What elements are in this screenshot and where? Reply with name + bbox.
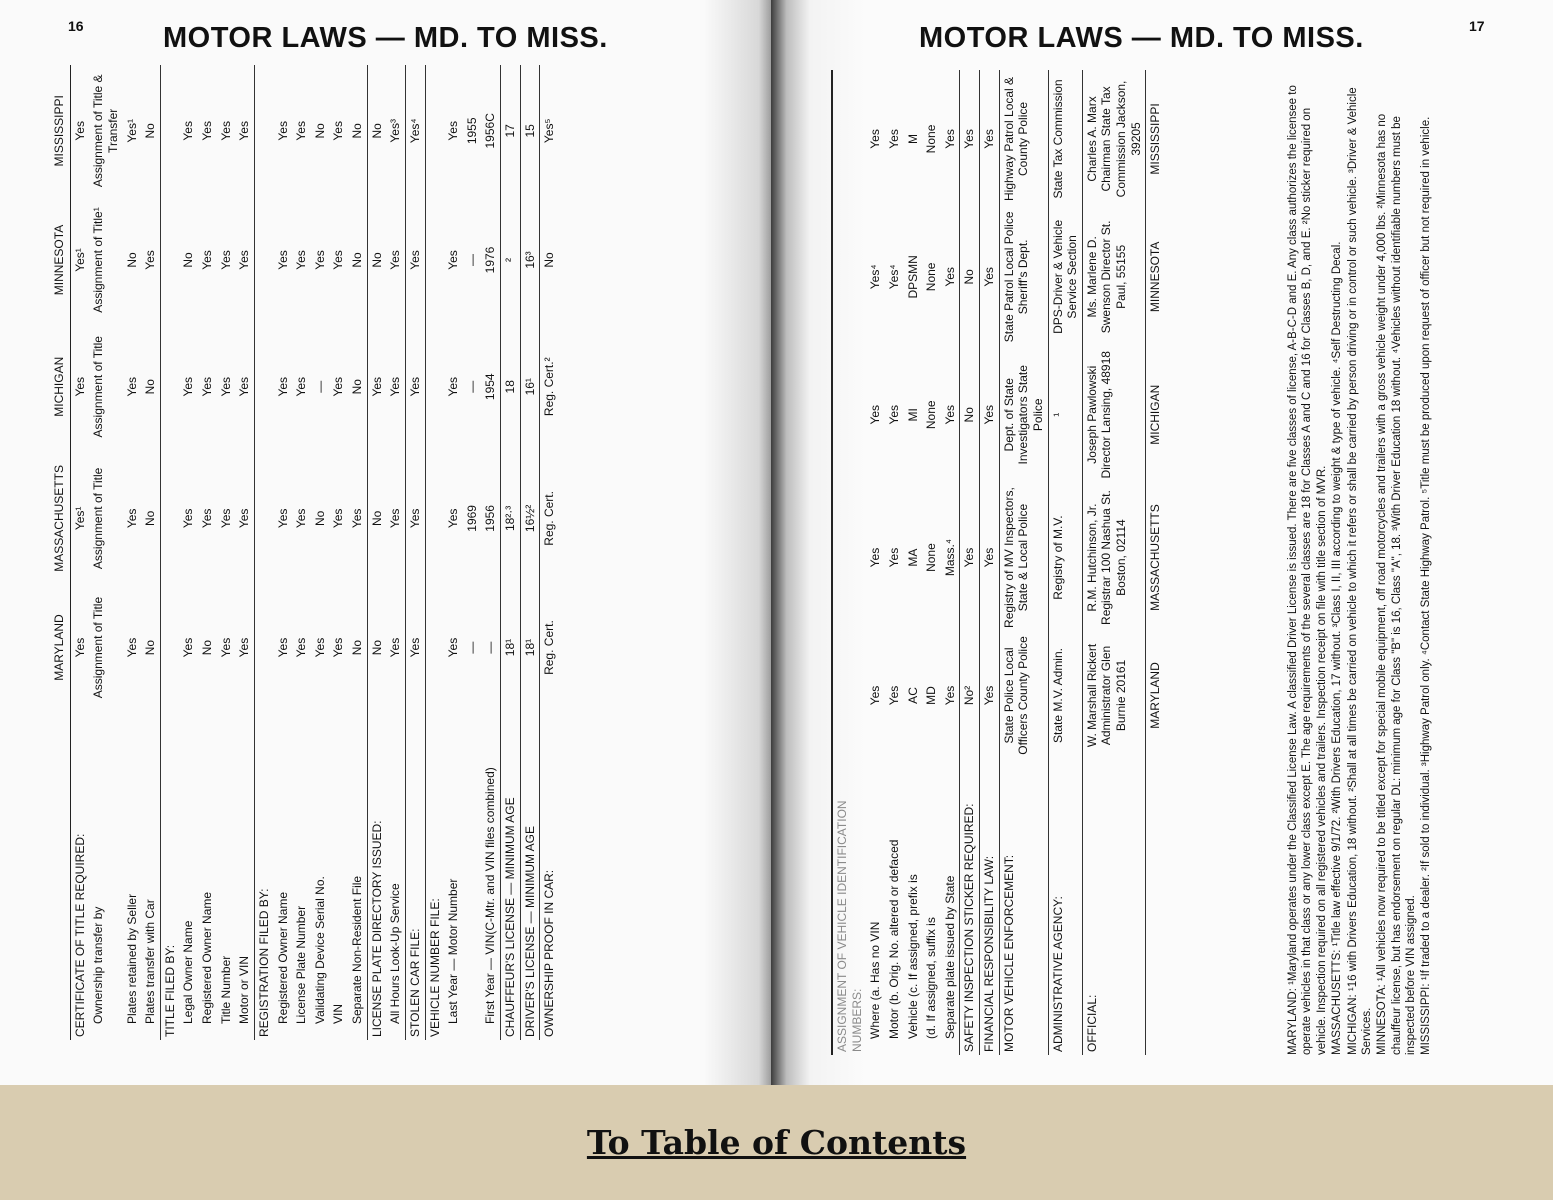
table-row (540, 65, 559, 1040)
cell-maryland (425, 587, 444, 709)
table-row (329, 65, 348, 1040)
cell-mississippi: Yes (980, 70, 1000, 208)
cell-minnesota: Yes (942, 267, 957, 287)
table-row (405, 65, 425, 1040)
cell-minnesota: No (960, 208, 980, 346)
cell-mississippi: Assignment of Title & Transfer (91, 74, 120, 188)
cell-michigan: 16¹ (520, 323, 540, 450)
table-row (444, 65, 463, 1040)
cell-minnesota: Yes (980, 208, 1000, 346)
table-row (311, 65, 330, 1040)
cell-mississippi: Yes (218, 121, 233, 141)
table-row (235, 65, 254, 1040)
column-header-maryland: MARYLAND (50, 587, 70, 709)
cell-massachusetts: Assignment of Title (91, 467, 106, 570)
table-row (254, 65, 273, 1040)
cell-mississippi: Yes (960, 70, 980, 208)
cell-mississippi: No (312, 123, 327, 139)
cell-michigan: Yes (405, 323, 425, 450)
cell-maryland: W. Marshall Rickert Administrator Glen Burnie 20161 (1082, 631, 1146, 759)
table-row (501, 65, 521, 1040)
table-row (141, 65, 160, 1040)
cell-massachusetts: Yes (405, 450, 425, 587)
cell-maryland: Yes (980, 631, 1000, 759)
cell-mississippi: Yes³ (388, 119, 403, 143)
cell-maryland: — (464, 641, 479, 654)
cell-michigan: — (464, 380, 479, 393)
cell-mississippi: Yes (181, 121, 196, 141)
cell-massachusetts: Registry of M.V. (1048, 484, 1082, 632)
cell-minnesota: 1976 (483, 246, 498, 274)
row-label: Last Year — Motor Number (446, 878, 461, 1024)
column-header-row (50, 65, 70, 1040)
cell-massachusetts: Yes (181, 508, 196, 529)
cell-michigan (160, 323, 179, 450)
cell-massachusetts (160, 450, 179, 587)
cell-michigan: 18 (501, 323, 521, 450)
cell-massachusetts: Yes (218, 508, 233, 529)
column-header-mississippi: MISSISSIPPI (50, 65, 70, 197)
cell-minnesota: No (367, 197, 386, 324)
cell-minnesota: None (924, 262, 939, 292)
cell-maryland: — (483, 641, 498, 654)
cell-michigan: Yes (331, 376, 346, 397)
cell-michigan: 1954 (483, 373, 498, 401)
table-row (832, 70, 866, 1055)
cell-mississippi (160, 65, 179, 197)
right-page (771, 0, 1553, 1085)
cell-minnesota: Yes (331, 250, 346, 270)
section-heading: OWNERSHIP PROOF IN CAR: (540, 709, 559, 1041)
cell-maryland (254, 587, 273, 709)
cell-michigan: Yes (237, 376, 252, 397)
cell-massachusetts: Yes (980, 484, 1000, 632)
column-header-massachusetts: MASSACHUSETTS (1146, 484, 1166, 632)
table-row (160, 65, 179, 1040)
cell-mississippi: Yes (70, 65, 89, 197)
table-row (386, 65, 405, 1040)
cell-mississippi: Yes (868, 129, 883, 149)
cell-maryland: 18¹ (501, 587, 521, 709)
cell-michigan: Yes (181, 376, 196, 397)
column-header-michigan: MICHIGAN (50, 323, 70, 450)
cell-maryland: Yes (331, 637, 346, 658)
cell-michigan: Yes (446, 376, 461, 397)
cell-minnesota: State Patrol Local Police Sheriff's Dept. (999, 208, 1048, 346)
cell-michigan: Yes (294, 376, 309, 397)
right-page-title: MOTOR LAWS — MD. TO MISS. (919, 22, 1364, 54)
section-heading: TITLE FILED BY: (160, 709, 179, 1041)
table-row (70, 65, 89, 1040)
cell-minnesota: Yes (405, 197, 425, 324)
cell-mississippi: Yes (294, 121, 309, 141)
table-row (922, 70, 941, 1055)
table-row (198, 65, 217, 1040)
cell-mississippi: Yes (886, 129, 901, 149)
cell-maryland (160, 587, 179, 709)
cell-massachusetts: MA (905, 548, 920, 567)
footnote-michigan: MICHIGAN: ¹16 with Drivers Education, 18 without. ²Shall at all times be carried on vehicle to which it refers or shall be carried by person driving or in control or such vehicle. ³Driver & Vehicle Services. (1346, 87, 1373, 1055)
section-heading: ADMINISTRATIVE AGENCY: (1048, 760, 1082, 1056)
cell-michigan (254, 323, 273, 450)
cell-mississippi: Yes (331, 121, 346, 141)
cell-mississippi (425, 65, 444, 197)
cell-minnesota: No (350, 252, 364, 268)
row-label: Registered Owner Name (275, 891, 290, 1024)
row-label: Motor (b. Orig. No. altered or defaced (886, 839, 901, 1039)
cell-michigan: Yes (124, 376, 139, 397)
cell-massachusetts: Yes¹ (70, 450, 89, 587)
cell-michigan: ¹ (1048, 346, 1082, 484)
left-page-title: MOTOR LAWS — MD. TO MISS. (163, 22, 608, 54)
section-heading: DRIVER'S LICENSE — MINIMUM AGE (520, 709, 540, 1041)
cell-maryland: Yes (294, 637, 309, 658)
left-page-number: 16 (68, 18, 84, 34)
cell-massachusetts: Yes (237, 508, 252, 529)
cell-massachusetts: Yes (350, 508, 364, 529)
cell-maryland: Yes (312, 637, 327, 658)
table-row (123, 65, 142, 1040)
row-label: Separate plate issued by State (942, 875, 957, 1039)
cell-massachusetts: Yes (124, 508, 139, 529)
cell-maryland: Reg. Cert. (540, 587, 559, 709)
section-heading: VEHICLE NUMBER FILE: (425, 709, 444, 1041)
table-row (348, 65, 367, 1040)
column-header-row (1146, 70, 1166, 1055)
cell-minnesota: No (181, 252, 196, 268)
row-label (463, 709, 482, 1041)
cell-michigan: Reg. Cert.² (540, 323, 559, 450)
row-label: First Year — VIN(C-Mtr. and VIN files combined) (483, 767, 498, 1024)
cell-michigan (832, 346, 866, 484)
cell-maryland: Yes (388, 637, 403, 658)
cell-massachusetts: Mass.⁴ (942, 539, 957, 577)
cell-massachusetts: Yes (868, 547, 883, 568)
cell-mississippi: No (367, 65, 386, 197)
row-label: Plates retained by Seller (124, 893, 139, 1024)
cell-michigan: — (312, 380, 327, 393)
cell-massachusetts: No (312, 510, 327, 527)
left-rotated-table (50, 65, 710, 1040)
row-label: Vehicle (c. If assigned, prefix is (905, 874, 920, 1039)
cell-mississippi: No (143, 123, 158, 139)
footer-bar (0, 1085, 1553, 1200)
cell-michigan: Dept. of State Investigators State Police (999, 346, 1048, 484)
cell-massachusetts: No (367, 450, 386, 587)
section-heading: LICENSE PLATE DIRECTORY ISSUED: (367, 709, 386, 1041)
left-page (0, 0, 782, 1085)
row-label: Where (a. Has no VIN (868, 921, 883, 1039)
cell-minnesota: Yes⁴ (886, 264, 901, 290)
footnote-mississippi: MISSISSIPPI: ¹If traded to a dealer. ²If sold to individual. ³Highway Patrol only. ⁴Contact State Highway Patrol. ⁵Title must be produced upon request of officer but not required in vehicle. (1420, 116, 1433, 1055)
cell-michigan: Joseph Pawlowski Director Lansing, 48918 (1082, 346, 1146, 484)
row-label: VIN (331, 1003, 346, 1024)
cell-michigan: Assignment of Title (91, 336, 106, 438)
table-of-contents-link[interactable]: To Table of Contents (586, 1123, 967, 1162)
row-label: (d. If assigned, suffix is (924, 917, 939, 1039)
cell-minnesota (254, 197, 273, 324)
left-table (50, 65, 559, 1040)
cell-minnesota: — (464, 254, 479, 266)
cell-michigan: Yes (200, 376, 214, 397)
cell-massachusetts: 1956 (483, 505, 498, 532)
cell-minnesota: ² (501, 197, 521, 324)
cell-maryland: Yes (446, 637, 461, 658)
table-row (367, 65, 386, 1040)
cell-minnesota: 16³ (520, 197, 540, 324)
cell-mississippi: 17 (501, 65, 521, 197)
table-row (904, 70, 923, 1055)
column-header-maryland: MARYLAND (1146, 631, 1166, 759)
cell-michigan: No (143, 379, 158, 395)
table-row (292, 65, 311, 1040)
cell-maryland: Yes (237, 637, 252, 658)
cell-minnesota: Ms. Marlene D. Swenson Director St. Paul, 55155 (1082, 208, 1146, 346)
table-row (1048, 70, 1082, 1055)
cell-mississippi (254, 65, 273, 197)
cell-massachusetts: 16½² (520, 450, 540, 587)
cell-massachusetts: Reg. Cert. (540, 450, 559, 587)
column-header-mississippi: MISSISSIPPI (1146, 70, 1166, 208)
row-label: All Hours Look-Up Service (388, 883, 403, 1024)
cell-mississippi: State Tax Commission (1048, 70, 1082, 208)
section-heading: CHAUFFEUR'S LICENSE — MINIMUM AGE (501, 709, 521, 1041)
cell-minnesota: Yes (143, 250, 158, 270)
row-label: Plates transfer with Car (143, 899, 158, 1024)
cell-mississippi: Yes (275, 121, 290, 141)
cell-minnesota: Yes (237, 250, 252, 270)
footnotes (1286, 70, 1435, 1055)
row-label: Legal Owner Name (181, 920, 196, 1024)
cell-michigan: Yes (218, 376, 233, 397)
column-header-michigan: MICHIGAN (1146, 346, 1166, 484)
cell-maryland: No² (960, 631, 980, 759)
section-heading: SAFETY INSPECTION STICKER REQUIRED: (960, 760, 980, 1056)
cell-maryland: Assignment of Title (91, 596, 106, 699)
table-row (999, 70, 1048, 1055)
row-label: Validating Device Serial No. (312, 876, 327, 1024)
cell-massachusetts (832, 484, 866, 632)
cell-minnesota: Assignment of Title¹ (91, 207, 106, 313)
cell-maryland: State Police Local Officers County Police (999, 631, 1048, 759)
cell-massachusetts: R.M. Hutchinson, Jr. Registrar 100 Nashua St. Boston, 02114 (1082, 484, 1146, 632)
cell-maryland (832, 631, 866, 759)
footnote-massachusetts: MASSACHUSETTS: ¹Title law effective 9/1/72. ²With Drivers Education, 17 without. ³Class I, II, III according to weight & type of vehicle. ⁴Self Destructing Decal. (1331, 241, 1344, 1055)
footnote-minnesota: MINNESOTA: ¹All vehicles now required to be titled except for special mobile equipment, off road motorcycles and trailers with a gross vehicle weight under 4,000 lbs. ²Minnesota has no chauffeur license, but has endorsement on regular DL: minimum age for Class "B" is 16, Class "A", 18. ³With Driver Education 18 without. ⁴Vehicles without identifiable numbers must be inspected before VIN assigned. (1376, 113, 1417, 1055)
table-row (520, 65, 540, 1040)
cell-maryland: No (367, 587, 386, 709)
section-heading: STOLEN CAR FILE: (405, 709, 425, 1041)
cell-michigan: MI (905, 408, 920, 422)
section-heading: ASSIGNMENT OF VEHICLE IDENTIFICATION NUMBERS: (832, 760, 866, 1056)
cell-minnesota: Yes (388, 250, 403, 270)
row-label: License Plate Number (294, 905, 309, 1024)
section-heading: MOTOR VEHICLE ENFORCEMENT: (999, 760, 1048, 1056)
cell-mississippi: 1955 (464, 117, 479, 145)
cell-maryland: MD (924, 686, 939, 705)
cell-maryland: AC (905, 687, 920, 704)
cell-mississippi: Yes (942, 129, 957, 149)
cell-massachusetts: Yes (200, 508, 214, 529)
cell-massachusetts: None (924, 543, 939, 572)
cell-mississippi: None (924, 124, 939, 154)
table-row (425, 65, 444, 1040)
table-row (941, 70, 960, 1055)
cell-maryland: Yes (275, 637, 290, 658)
cell-massachusetts: No (143, 510, 158, 527)
cell-mississippi: No (350, 123, 364, 139)
cell-maryland: No (143, 639, 158, 656)
cell-minnesota (160, 197, 179, 324)
cell-mississippi: Yes⁴ (405, 65, 425, 197)
cell-michigan: Yes (942, 404, 957, 425)
cell-minnesota: DPS-Driver & Vehicle Service Section (1048, 208, 1082, 346)
row-label: Ownership transfer by (91, 906, 106, 1024)
cell-minnesota: No (124, 252, 139, 268)
cell-massachusetts: Yes (294, 508, 309, 529)
cell-mississippi: Yes⁵ (540, 65, 559, 197)
cell-mississippi: Yes¹ (124, 119, 139, 143)
cell-maryland: Yes (70, 587, 89, 709)
table-row (179, 65, 198, 1040)
table-row (1082, 70, 1146, 1055)
section-heading: FINANCIAL RESPONSIBILITY LAW: (980, 760, 1000, 1056)
cell-maryland: Yes (181, 637, 196, 658)
cell-massachusetts: Yes (331, 508, 346, 529)
header-blank-cell (50, 709, 70, 1041)
table-row (866, 70, 885, 1055)
cell-massachusetts: Yes (446, 508, 461, 529)
right-rotated-table (831, 70, 1546, 1055)
cell-mississippi (832, 70, 866, 208)
cell-maryland: Yes (218, 637, 233, 658)
cell-mississippi: M (905, 133, 920, 144)
cell-maryland: Yes (124, 637, 139, 658)
cell-massachusetts (254, 450, 273, 587)
cell-maryland: No (200, 639, 214, 656)
column-header-minnesota: MINNESOTA (50, 197, 70, 324)
table-row (960, 70, 980, 1055)
cell-michigan: No (960, 346, 980, 484)
cell-michigan: Yes (868, 404, 883, 425)
cell-maryland: Yes (942, 685, 957, 706)
cell-michigan: Yes (367, 323, 386, 450)
cell-minnesota: Yes (275, 250, 290, 270)
cell-michigan: Yes (70, 323, 89, 450)
column-header-minnesota: MINNESOTA (1146, 208, 1166, 346)
cell-massachusetts: Yes (960, 484, 980, 632)
right-table (831, 70, 1166, 1055)
cell-mississippi: Highway Patrol Local & County Police (999, 70, 1048, 208)
table-row (463, 65, 482, 1040)
cell-michigan (425, 323, 444, 450)
table-row (274, 65, 293, 1040)
cell-mississippi: Yes (237, 121, 252, 141)
table-row (481, 65, 500, 1040)
section-heading: OFFICIAL: (1082, 760, 1146, 1056)
cell-michigan: Yes (886, 404, 901, 425)
cell-minnesota: Yes¹ (70, 197, 89, 324)
table-row (885, 70, 904, 1055)
cell-maryland: No (350, 639, 364, 656)
cell-mississippi: 1956C (483, 113, 498, 149)
row-label: Registered Owner Name (200, 891, 214, 1024)
cell-mississippi: Yes (200, 121, 214, 141)
cell-maryland: State M.V. Admin. (1048, 631, 1082, 759)
cell-massachusetts: 18²·³ (501, 450, 521, 587)
cell-massachusetts (425, 450, 444, 587)
cell-maryland: Yes (405, 587, 425, 709)
cell-mississippi: Yes (446, 121, 461, 141)
cell-minnesota: Yes (446, 250, 461, 270)
row-label: Motor or VIN (237, 955, 252, 1024)
section-heading: REGISTRATION FILED BY: (254, 709, 273, 1041)
cell-mississippi: Charles A. Marx Chairman State Tax Commission Jackson, 39205 (1082, 70, 1146, 208)
cell-massachusetts: 1969 (464, 505, 479, 532)
cell-maryland: Yes (886, 685, 901, 706)
header-blank-cell (1146, 760, 1166, 1056)
cell-minnesota: Yes (312, 250, 327, 270)
column-header-massachusetts: MASSACHUSETTS (50, 450, 70, 587)
table-row (980, 70, 1000, 1055)
cell-maryland: Yes (868, 685, 883, 706)
cell-minnesota: DPSMN (905, 255, 920, 299)
cell-minnesota: Yes (294, 250, 309, 270)
cell-minnesota (832, 208, 866, 346)
cell-michigan: No (350, 379, 364, 395)
section-heading: CERTIFICATE OF TITLE REQUIRED: (70, 709, 89, 1041)
table-row (217, 65, 236, 1040)
cell-michigan: Yes (275, 376, 290, 397)
cell-minnesota: Yes (200, 250, 214, 270)
table-row (89, 65, 122, 1040)
cell-michigan: Yes (388, 376, 403, 397)
cell-michigan: None (924, 400, 939, 430)
cell-mississippi: 15 (520, 65, 540, 197)
right-page-number: 17 (1469, 18, 1485, 34)
cell-massachusetts: Yes (275, 508, 290, 529)
row-label: Separate Non-Resident File (350, 875, 364, 1024)
cell-massachusetts: Yes (886, 547, 901, 568)
cell-minnesota: Yes (218, 250, 233, 270)
cell-maryland: 18¹ (520, 587, 540, 709)
cell-massachusetts: Registry of MV Inspectors, State & Local Police (999, 484, 1048, 632)
cell-minnesota (425, 197, 444, 324)
cell-michigan: Yes (980, 346, 1000, 484)
footnote-maryland: MARYLAND: ¹Maryland operates under the Classified License Law. A classified Driver License is issued. There are five classes of license, A-B-C-D and E. Any class authorizes the licensee to operate vehicles in that class or any lower class except E. The age requirements of the several classes are 18 for Classes A and C and 16 for Classes B, D, and E. ²No sticker required on vehicle. Inspection required on all registered vehicles and trailers. Inspection receipt on file with title section of MVR. (1287, 85, 1328, 1055)
cell-massachusetts: Yes (388, 508, 403, 529)
cell-minnesota: No (540, 197, 559, 324)
row-label: Title Number (218, 955, 233, 1024)
cell-minnesota: Yes⁴ (868, 264, 883, 290)
